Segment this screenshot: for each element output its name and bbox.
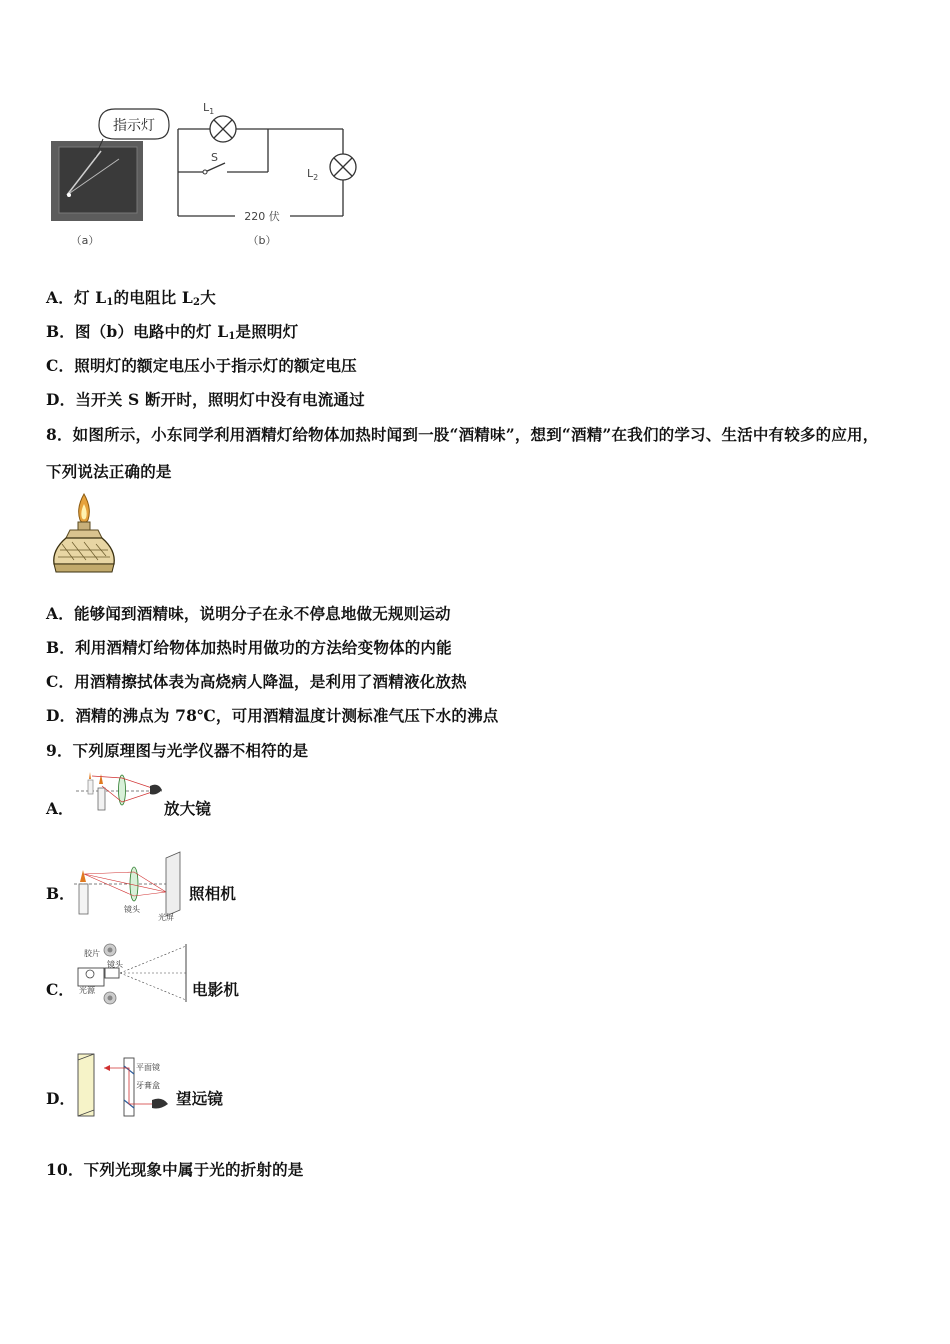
q9-option-d-instrument: 望远镜 <box>176 1089 224 1108</box>
projector-light-label: 光源 <box>79 986 95 995</box>
alcohol-lamp-figure <box>48 490 120 580</box>
q9-option-b-label: B． <box>46 884 75 903</box>
q7-option-b: B．图（b）电路中的灯 $L_1$是照明灯 <box>46 322 299 342</box>
circuit-figure-svg <box>45 95 375 255</box>
lamp1-label: $L_1$ <box>203 101 215 116</box>
q9-option-d-label: D． <box>46 1089 75 1108</box>
q7-option-d: D．当开关 S 断开时，照明灯中没有电流通过 <box>46 390 365 409</box>
switch-pivot <box>203 170 207 174</box>
q9-option-a-instrument: 放大镜 <box>164 799 212 818</box>
magnifier-diagram-svg <box>74 768 164 814</box>
q7-option-c: C．照明灯的额定电压小于指示灯的额定电压 <box>46 356 357 375</box>
camera-diagram-svg <box>70 850 186 922</box>
lamp-l1 <box>210 116 236 142</box>
q8-option-c: C．用酒精擦拭体表为高烧病人降温，是利用了酒精液化放热 <box>46 672 467 691</box>
option-label: A． <box>46 288 74 307</box>
q8-option-b: B．利用酒精灯给物体加热时用做功的方法给变物体的内能 <box>46 638 452 657</box>
projector-lens-label: 镜头 <box>107 960 123 969</box>
lamp2-label: $L_2$ <box>307 167 319 182</box>
option-label: B． <box>46 322 76 341</box>
option-label: D． <box>46 390 76 409</box>
telescope-diagram-svg <box>74 1044 174 1124</box>
q9-option-c-instrument: 电影机 <box>192 980 240 999</box>
q9-option-a-label: A． <box>46 799 74 818</box>
camera-lens-label: 镜头 <box>124 905 140 914</box>
alcohol-lamp-icon <box>48 490 120 580</box>
q8-option-a: A．能够闻到酒精味，说明分子在永不停息地做无规则运动 <box>46 604 451 623</box>
camera-screen-label: 光屏 <box>158 913 174 922</box>
q9-option-c-label: C． <box>46 980 74 999</box>
projector-diagram-svg <box>74 938 190 1010</box>
callout-label: 指示灯 <box>113 118 155 134</box>
voltage-label: 220 伏 <box>244 210 280 223</box>
option-label: C． <box>46 356 75 375</box>
projector-diagram <box>74 938 190 1010</box>
q9-option-b-instrument: 照相机 <box>189 884 237 903</box>
q9-stem: 9．下列原理图与光学仪器不相符的是 <box>46 741 309 760</box>
q8-stem-line2: 下列说法正确的是 <box>46 462 172 481</box>
telescope-box-label: 牙膏盒 <box>136 1081 160 1090</box>
magnifier-diagram <box>74 768 164 814</box>
q8-stem-line1: 8．如图所示，小东同学利用酒精灯给物体加热时闻到一股“酒精味”，想到“酒精”在我们的学习、生活中有较多的应用， <box>46 425 879 444</box>
q7-option-a: A．灯 $L_1$的电阻比 $L_2$大 <box>46 288 216 308</box>
caption-b: （b） <box>247 234 277 247</box>
switch-label: S <box>211 151 218 164</box>
projector-film-label: 胶片 <box>84 949 100 958</box>
q8-option-d: D．酒精的沸点为 78℃，可用酒精温度计测标准气压下水的沸点 <box>46 706 499 725</box>
camera-diagram <box>70 850 186 922</box>
lamp-l2 <box>330 154 356 180</box>
caption-a: （a） <box>70 234 100 247</box>
telescope-mirror-label: 平面镜 <box>136 1063 160 1072</box>
q10-stem: 10．下列光现象中属于光的折射的是 <box>46 1160 304 1179</box>
telescope-diagram <box>74 1044 174 1124</box>
circuit-figure <box>45 95 375 255</box>
